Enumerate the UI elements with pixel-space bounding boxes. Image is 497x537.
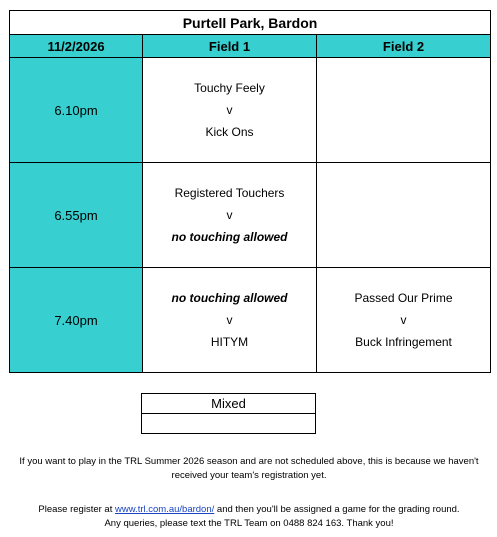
home-team: Touchy Feely [194,81,265,95]
header-row [10,35,491,58]
field-2-game [317,58,491,163]
field-2-game [317,163,491,268]
home-team: Passed Our Prime [354,291,453,305]
legend-label: Mixed [142,394,316,414]
venue-title: Purtell Park, Bardon [10,11,491,35]
time-slot: 6.10pm [10,58,143,163]
time-slot: 7.40pm [10,268,143,373]
field-1-game [143,58,317,163]
field-2-header: Field 2 [317,35,491,58]
contact-line: Any queries, please text the TRL Team on 0488 824 163. Thank you! [104,518,394,529]
home-team: no touching allowed [171,291,288,305]
away-team: Kick Ons [205,125,254,139]
versus-label: v [226,103,233,117]
legend-swatch [142,414,316,434]
registration-note: If you want to play in the TRL Summer 2026 season and are not scheduled above, this is because we haven't received your team's registration yet. [19,456,479,481]
versus-label: v [226,208,233,222]
time-slot-row [10,58,491,163]
date-header: 11/2/2026 [10,35,143,58]
field-1-game [143,163,317,268]
field-2-game [317,268,491,373]
time-slot-row [10,268,491,373]
register-suffix: and then you'll be assigned a game for the grading round. [214,504,460,515]
registration-link[interactable]: www.trl.com.au/bardon/ [115,504,215,515]
versus-label: v [226,313,233,327]
away-team: no touching allowed [171,230,288,244]
versus-label: v [400,313,407,327]
time-slot-row [10,163,491,268]
home-team: Registered Touchers [174,186,285,200]
fixture-table [9,10,491,373]
away-team: Buck Infringement [355,335,452,349]
field-1-game [143,268,317,373]
register-prefix: Please register at [38,504,115,515]
division-legend [141,393,316,434]
away-team: HITYM [210,335,249,349]
register-instructions [10,503,488,531]
time-slot: 6.55pm [10,163,143,268]
field-1-header: Field 1 [143,35,317,58]
